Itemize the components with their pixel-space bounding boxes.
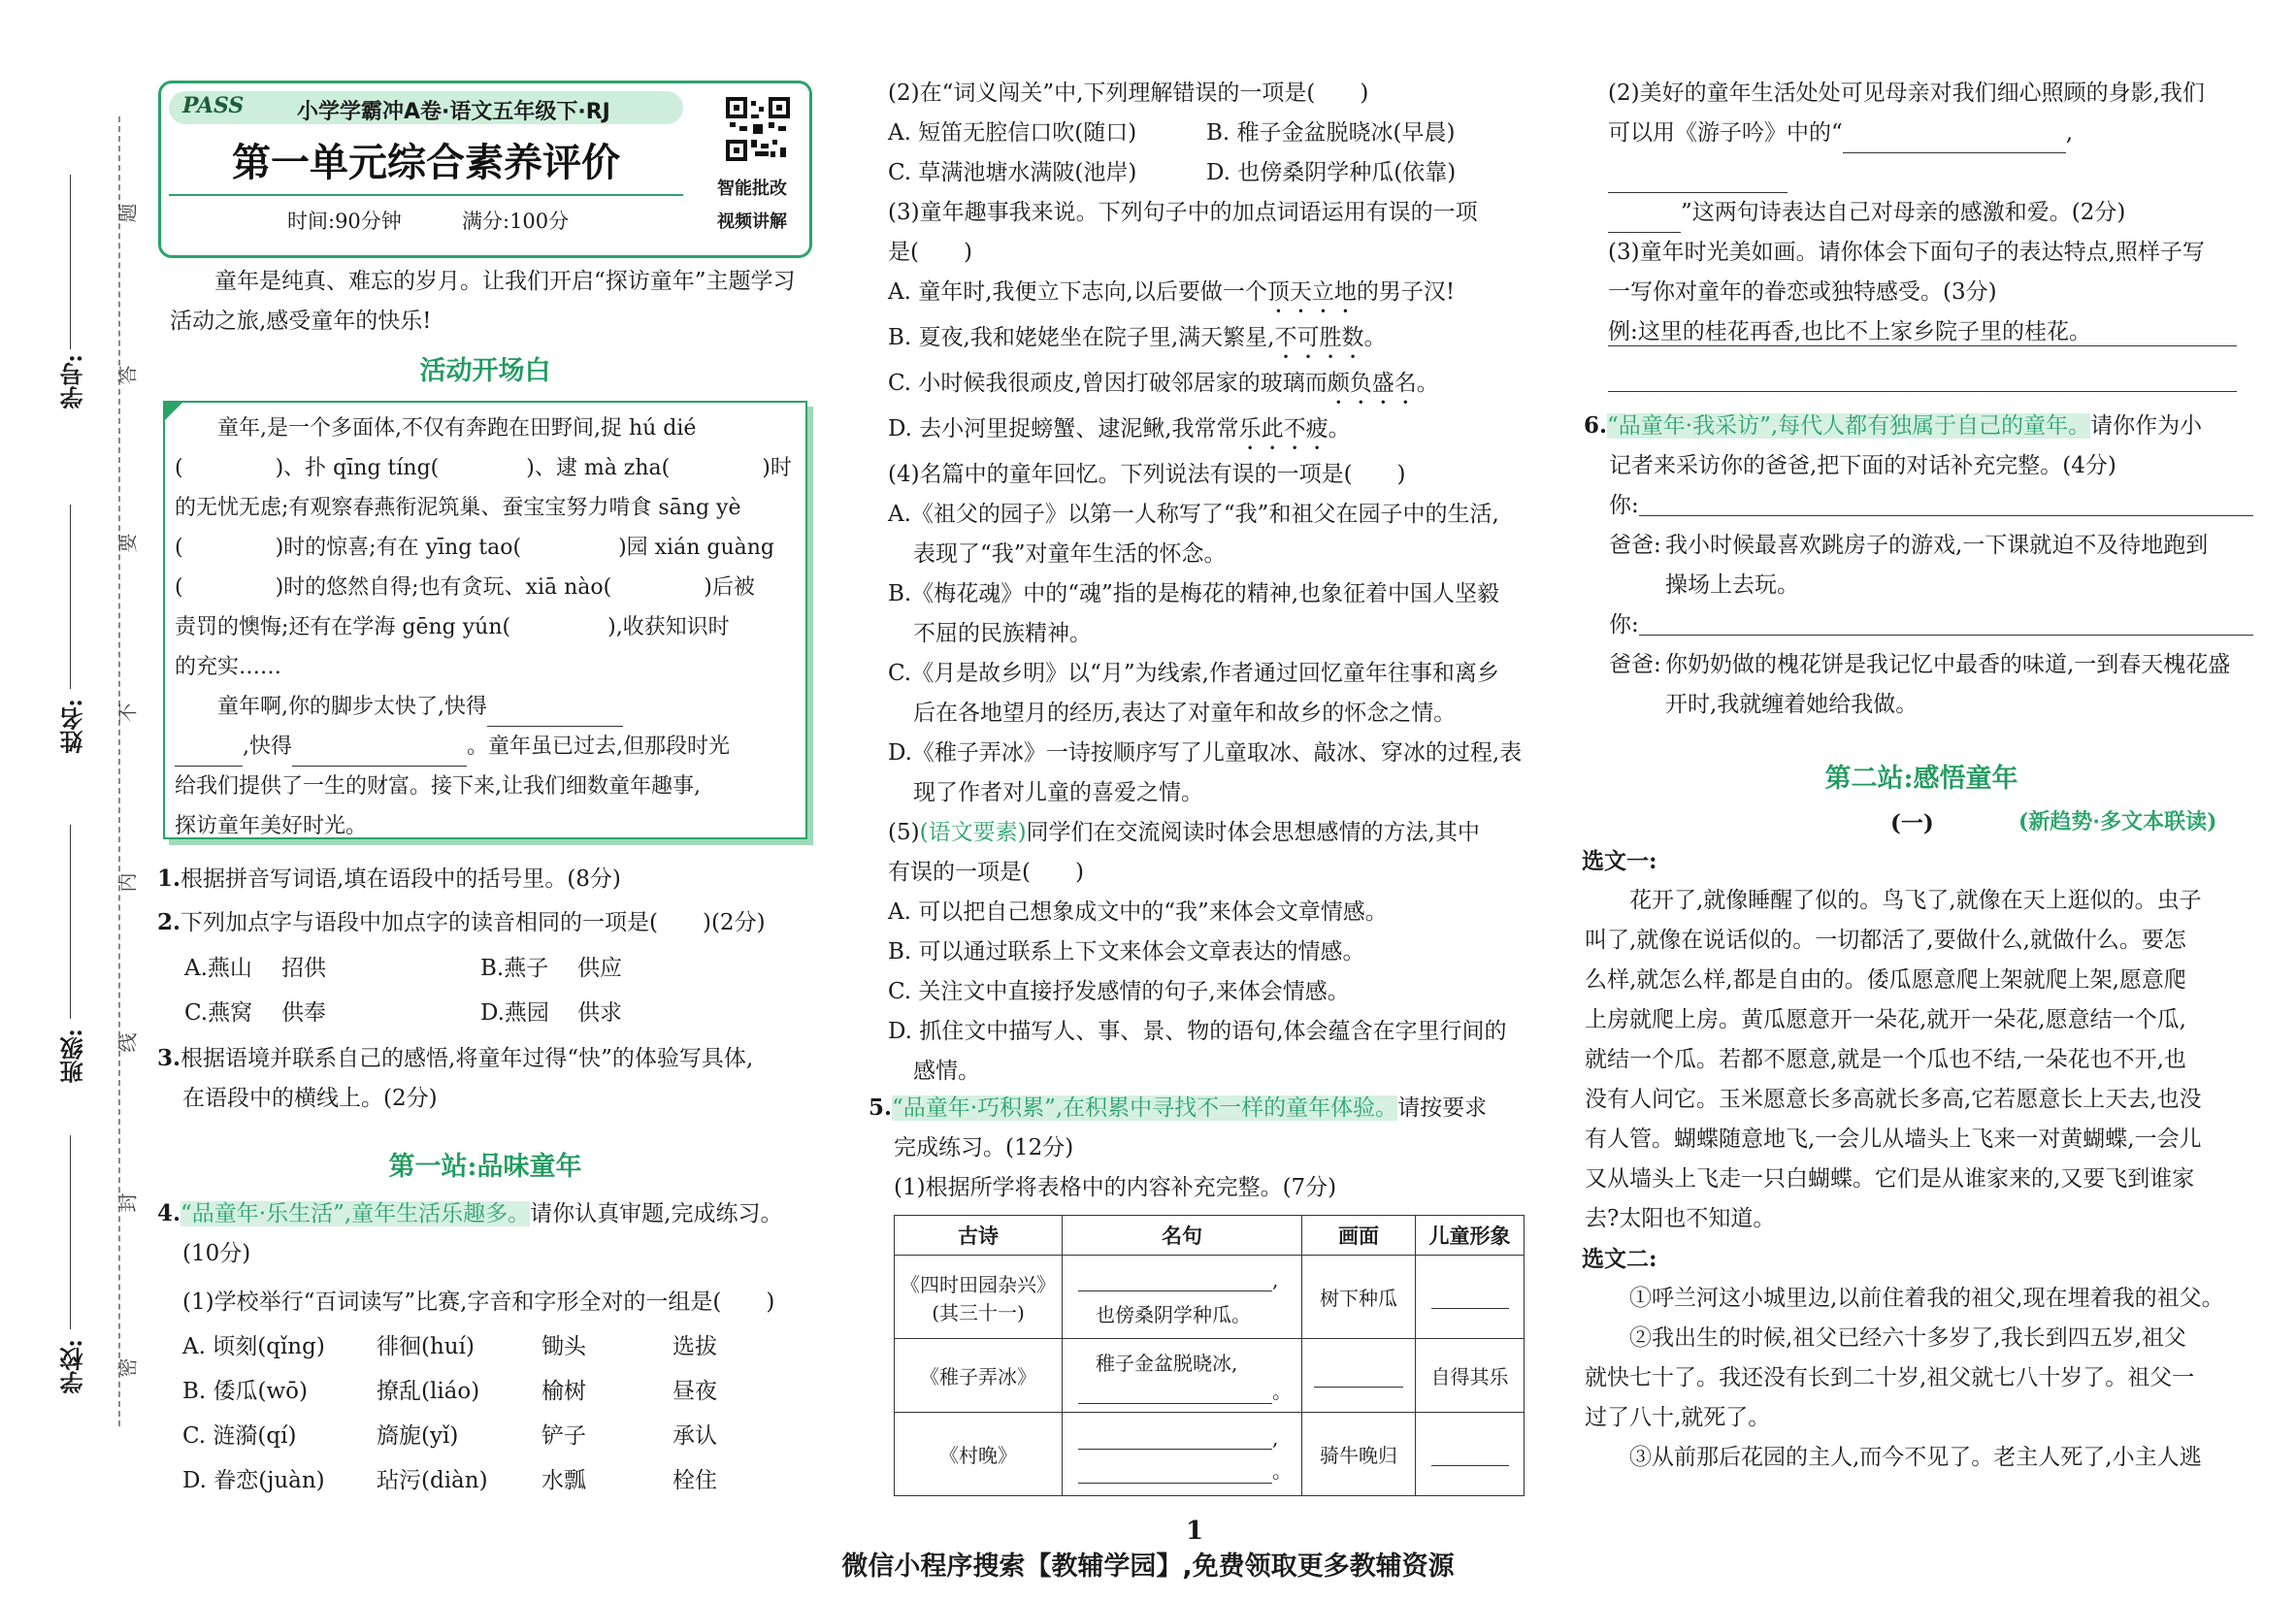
- passage-line: 责罚的懊悔;还有在学海 gēng yún( ),收获知识时: [175, 615, 730, 639]
- school-label: 学校:: [59, 1339, 87, 1394]
- seal-char: 内: [115, 872, 140, 893]
- example-sentence: 例:这里的桂花再香,也比不上家乡院子里的桂花。: [1608, 319, 2092, 344]
- option-b[interactable]: B. 可以通过联系上下文来体会文章表达的情感。: [888, 939, 1365, 964]
- answer-line[interactable]: [1639, 605, 2253, 636]
- seal-char: 密: [115, 1357, 140, 1378]
- answer-line[interactable]: [1608, 345, 2237, 346]
- passage-line: 的充实……: [175, 655, 282, 679]
- answer-blank[interactable]: [1078, 1459, 1272, 1484]
- passage-line: 的无忧无虑;有观察春燕衔泥筑巢、蚕宝宝努力啃食 sāng yè: [175, 496, 741, 520]
- question-4: 4.“品童年·乐生活”,童年生活乐趣多。请你认真审题,完成练习。 (10分): [157, 1200, 783, 1266]
- option-d[interactable]: D.燕园: [480, 1000, 549, 1026]
- option-c[interactable]: C. 关注文中直接抒发感情的句子,来体会情感。: [888, 979, 1350, 1004]
- answer-blank[interactable]: [1078, 1267, 1272, 1291]
- option-b[interactable]: B. 倭瓜(wō): [182, 1379, 309, 1404]
- poem-table: [894, 1215, 1525, 1496]
- name-field[interactable]: [70, 505, 71, 689]
- page-title: 第一单元综合素养评价: [232, 141, 620, 185]
- passage-line: ( )时的悠然自得;也有贪玩、xiā nào( )后被: [175, 575, 755, 600]
- seal-char: 线: [115, 1032, 140, 1053]
- option-a[interactable]: A. 顷刻(qǐng): [182, 1334, 325, 1359]
- seal-char: 答: [115, 365, 140, 385]
- question-6: 6.“品童年·我采访”,每代人都有独属于自己的童年。请你作为小 记者来采访你的爸爸,把下面的对话补充完整。(4分) 你: 爸爸: 我小时候最喜欢跳房子的游戏,一下课就迫不及待地跑到 操场上去玩。 你: 爸爸: 你奶奶做的槐花饼是我记忆中最香的味道,一到春天槐花盛 开时,我就缠着她给我做。: [1584, 406, 2253, 725]
- answer-blank[interactable]: [487, 702, 623, 727]
- q4-part1: (1)学校举行“百词读写”比赛,字音和字形全对的一组是( ): [182, 1290, 775, 1315]
- passage-line: 给我们提供了一生的财富。接下来,让我们细数童年趣事,: [175, 774, 701, 799]
- table-row: 《稚子弄冰》 稚子金盆脱晓冰, 。 自得其乐: [895, 1339, 1525, 1413]
- divider: [169, 194, 683, 196]
- table-header: 古诗: [895, 1216, 1063, 1256]
- answer-blank[interactable]: [175, 742, 243, 767]
- option-a[interactable]: A. 可以把自己想象成文中的“我”来体会文章情感。: [888, 899, 1388, 925]
- option-a[interactable]: A.燕山: [184, 956, 252, 981]
- option-d[interactable]: D. 抓住文中描写人、事、景、物的语句,体会蕴含在字里行间的 感情。: [888, 1019, 1507, 1084]
- answer-line[interactable]: [1608, 391, 2237, 392]
- qr-code-icon[interactable]: [726, 97, 790, 161]
- question-3: 3.根据语境并联系自己的感悟,将童年过得“快”的体验写具体, 在语段中的横线上。(2分): [157, 1045, 754, 1111]
- option-a[interactable]: A. 童年时,我便立下志向,以后要做一个顶天立地的男子汉!: [888, 279, 1456, 305]
- series-name: 小学学霸冲A卷·语文五年级下·RJ: [297, 100, 610, 124]
- option-d[interactable]: D.《稚子弄冰》一诗按顺序写了儿童取冰、敲冰、穿冰的过程,表 现了作者对儿童的喜爱之情。: [888, 740, 1523, 805]
- q4-part1-options: A. 顷刻(qǐng) 徘徊(huí) 锄头 选拔 B. 倭瓜(wō) 撩乱(liáo) 榆树 昼夜 C. 涟漪(qí) 旖旎(yǐ) 铲子 承认 D. 眷恋(juàn) 玷污(diàn) 水瓢 栓住: [182, 1327, 804, 1506]
- student-number-label: 学号:: [59, 354, 87, 409]
- exam-score: 满分:100分: [462, 210, 570, 233]
- answer-blank[interactable]: [1314, 1363, 1403, 1388]
- brand-logo: PASS: [182, 93, 245, 118]
- answer-blank[interactable]: [1078, 1380, 1272, 1404]
- option-c[interactable]: C. 草满池塘水满陂(池岸): [888, 160, 1137, 185]
- table-row: 《四时田园杂兴》 (其三十一) , 也傍桑阴学种瓜。 树下种瓜: [895, 1256, 1525, 1339]
- option-b[interactable]: B. 夏夜,我和姥姥坐在院子里,满天繁星,不可胜数。: [888, 325, 1387, 350]
- passage-line: ,快得 。童年虽已过去,但那段时光: [175, 727, 801, 767]
- page-number: 1: [1186, 1517, 1204, 1546]
- seal-char: 不: [115, 702, 140, 723]
- passage-line: 探访童年美好时光。: [175, 814, 368, 838]
- option-c[interactable]: C.《月是故乡明》以“月”为线索,作者通过回忆童年往事和离乡 后在各地望月的经历,表达了对童年和故乡的怀念之情。: [888, 661, 1499, 726]
- seal-char: 题: [115, 203, 140, 223]
- opening-passage-box: [163, 401, 807, 839]
- passage-line: ( )时的惊喜;有在 yīng tao( )园 xián guàng: [175, 536, 774, 560]
- passage-line: 童年啊,你的脚步太快了,快得: [175, 687, 801, 727]
- option-d[interactable]: D. 也傍桑阴学种瓜(依靠): [1206, 160, 1457, 185]
- school-field[interactable]: [70, 1135, 71, 1329]
- question-1: 1.根据拼音写词语,填在语段中的括号里。(8分): [157, 866, 621, 892]
- section-heading-station1: 第一站:品味童年: [388, 1152, 582, 1182]
- q4-part2: (2)在“词义闯关”中,下列理解错误的一项是( ) A. 短笛无腔信口吹(随口) B. 稚子金盆脱晓冰(早晨) C. 草满池塘水满陂(池岸) D. 也傍桑阴学种瓜(依靠) (3)童年趣事我来说。下列句子中的加点词语运用有误的一项 是( ) A. 童年时,我便立下志向,以后要做一个顶天立地的男子汉! B. 夏夜,我和姥姥坐在院子里,满天繁星,不可胜数。 C. 小时候我很顽皮,曾因打破邻居家的玻璃而颇负盛名。 D. 去小河里捉螃蟹、逮泥鳅,我常常乐此不疲。 (4)名篇中的童年回忆。下列说法有误的一项是( ) A.《祖父的园子》以第一人称写了“我”和祖父在园子中的生活, 表现了“我”对童年生活的怀念。 B.《梅花魂》中的“魂”指的是梅花的精神,也象征着中国人坚毅 不屈的民族精神。 C.《月是故乡明》以“月”为线索,作者通过回忆童年往事和离乡 后在各地望月的经历,表达了对童年和故乡的怀念之情。 D.《稚子弄冰》一诗按顺序写了儿童取冰、敲冰、穿冰的过程,表 现了作者对儿童的喜爱之情。 (5)(语文要素)同学们在交流阅读时体会思想感情的方法,其中 有误的一项是( ) A. 可以把自己想象成文中的“我”来体会文章情感。 B. 可以通过联系上下文来体会文章表达的情感。 C. 关注文中直接抒发感情的句子,来体会情感。 D. 抓住文中描写人、事、景、物的语句,体会蕴含在字里行间的 感情。: [888, 74, 1528, 1092]
- option-b[interactable]: B.燕子: [480, 956, 549, 981]
- question-2: 2.下列加点字与语段中加点字的读音相同的一项是( )(2分): [157, 909, 766, 935]
- qr-caption: 智能批改: [717, 179, 787, 199]
- q5-part2: (2)美好的童年生活处处可见母亲对我们细心照顾的身影,我们 可以用《游子吟》中的“ , ”这两句诗表达自己对母亲的感激和爱。(2分) (3)童年时光美如画。请你体会下面句子的表达特点,照样子写 一写你对童年的眷恋或独特感受。(3分) 例:这里的桂花再香,也比不上家乡院子里的桂花。: [1608, 74, 2248, 352]
- passage-line: ( )、扑 qīng tíng( )、逮 mà zha( )时: [175, 456, 792, 480]
- answer-blank[interactable]: [1843, 129, 2066, 153]
- option-d[interactable]: D. 眷恋(juàn): [182, 1468, 325, 1493]
- tag-label: (语文要素): [919, 820, 1027, 845]
- answer-blank[interactable]: [1608, 169, 1788, 193]
- answer-blank[interactable]: [1431, 1442, 1509, 1466]
- option-b[interactable]: B. 稚子金盆脱晓冰(早晨): [1206, 120, 1456, 146]
- option-a[interactable]: A.《祖父的园子》以第一人称写了“我”和祖父在园子中的生活, 表现了“我”对童年生活的怀念。: [888, 502, 1499, 567]
- intro-paragraph: 童年是纯真、难忘的岁月。让我们开启“探访童年”主题学习活动之旅,感受童年的快乐!: [170, 269, 796, 334]
- section-heading-opening: 活动开场白: [419, 356, 551, 386]
- answer-blank[interactable]: [1431, 1285, 1509, 1309]
- table-row: 《村晚》 , 。 骑牛晚归: [895, 1413, 1525, 1496]
- option-d[interactable]: D. 去小河里捉螃蟹、逮泥鳅,我常常乐此不疲。: [888, 416, 1351, 441]
- fold-line: [118, 116, 120, 1426]
- option-c[interactable]: C. 小时候我很顽皮,曾因打破邻居家的玻璃而颇负盛名。: [888, 371, 1439, 396]
- table-header: 画面: [1302, 1216, 1416, 1256]
- answer-blank[interactable]: [1608, 209, 1681, 233]
- answer-blank[interactable]: [292, 742, 467, 767]
- footer-note: 微信小程序搜索【教辅学园】,免费领取更多教辅资源: [841, 1552, 1455, 1582]
- answer-line[interactable]: [1639, 486, 2253, 516]
- exam-time: 时间:90分钟: [287, 210, 402, 233]
- option-c[interactable]: C.燕窝: [184, 1000, 253, 1026]
- part-number: (一): [1890, 810, 1934, 836]
- option-c[interactable]: C. 涟漪(qí): [182, 1423, 297, 1449]
- qr-caption: 视频讲解: [717, 212, 787, 232]
- class-field[interactable]: [70, 825, 71, 1019]
- option-b[interactable]: B.《梅花魂》中的“魂”指的是梅花的精神,也象征着中国人坚毅 不屈的民族精神。: [888, 581, 1500, 646]
- option-a[interactable]: A. 短笛无腔信口吹(随口): [888, 120, 1137, 146]
- student-number-field[interactable]: [70, 175, 71, 349]
- name-label: 姓名:: [59, 699, 87, 754]
- header-box: [158, 81, 812, 258]
- question-5: 5.“品童年·巧积累”,在积累中寻找不一样的童年体验。请按要求 完成练习。(12分) (1)根据所学将表格中的内容补充完整。(7分): [869, 1095, 1488, 1200]
- selection-1: 选文一: 花开了,就像睡醒了似的。鸟飞了,就像在天上逛似的。虫子 叫了,就像在说话似的。一切都活了,要做什么,就做什么。要怎 么样,就怎么样,都是自由的。倭瓜愿意爬上架就爬上架,愿意爬 上房就爬上房。黄瓜愿意开一朵花,就开一朵花,愿意结一个瓜, 就结一个瓜。若都不愿意,就是一个瓜也不结,一朵花也不开,也 没有人问它。玉米愿意长多高就长多高,它若愿意长上天去,也没 有人管。蝴蝶随意地飞,一会儿从墙头上飞来一对黄蝴蝶,一会儿 又从墙头上飞走一只白蝴蝶。它们是从谁家来的,又要飞到谁家 去?太阳也不知道。 选文二: ①呼兰河这小城里边,以前住着我的祖父,现在埋着我的祖父。 ②我出生的时候,祖父已经六十多岁了,我长到四五岁,祖父 就快七十了。我还没有长到二十岁,祖父就七八十岁了。祖父一 过了八十,就死了。 ③从前那后花园的主人,而今不见了。老主人死了,小主人逃: [1582, 848, 2224, 1470]
- seal-char: 封: [115, 1193, 140, 1213]
- class-label: 班级:: [59, 1029, 87, 1084]
- passage-line: 童年,是一个多面体,不仅有奔跑在田野间,捉 hú dié: [217, 416, 697, 441]
- q2-options: A.燕山 招供 B.燕子 供应 C.燕窝 供奉 D.燕园 供求: [184, 949, 815, 1038]
- seal-char: 要: [115, 533, 140, 553]
- answer-blank[interactable]: [1078, 1425, 1272, 1450]
- table-header: 名句: [1063, 1216, 1302, 1256]
- trend-tag: (新趋势·多文本联读): [2018, 809, 2217, 834]
- table-header: 儿童形象: [1416, 1216, 1525, 1256]
- section-heading-station2: 第二站:感悟童年: [1824, 764, 2018, 794]
